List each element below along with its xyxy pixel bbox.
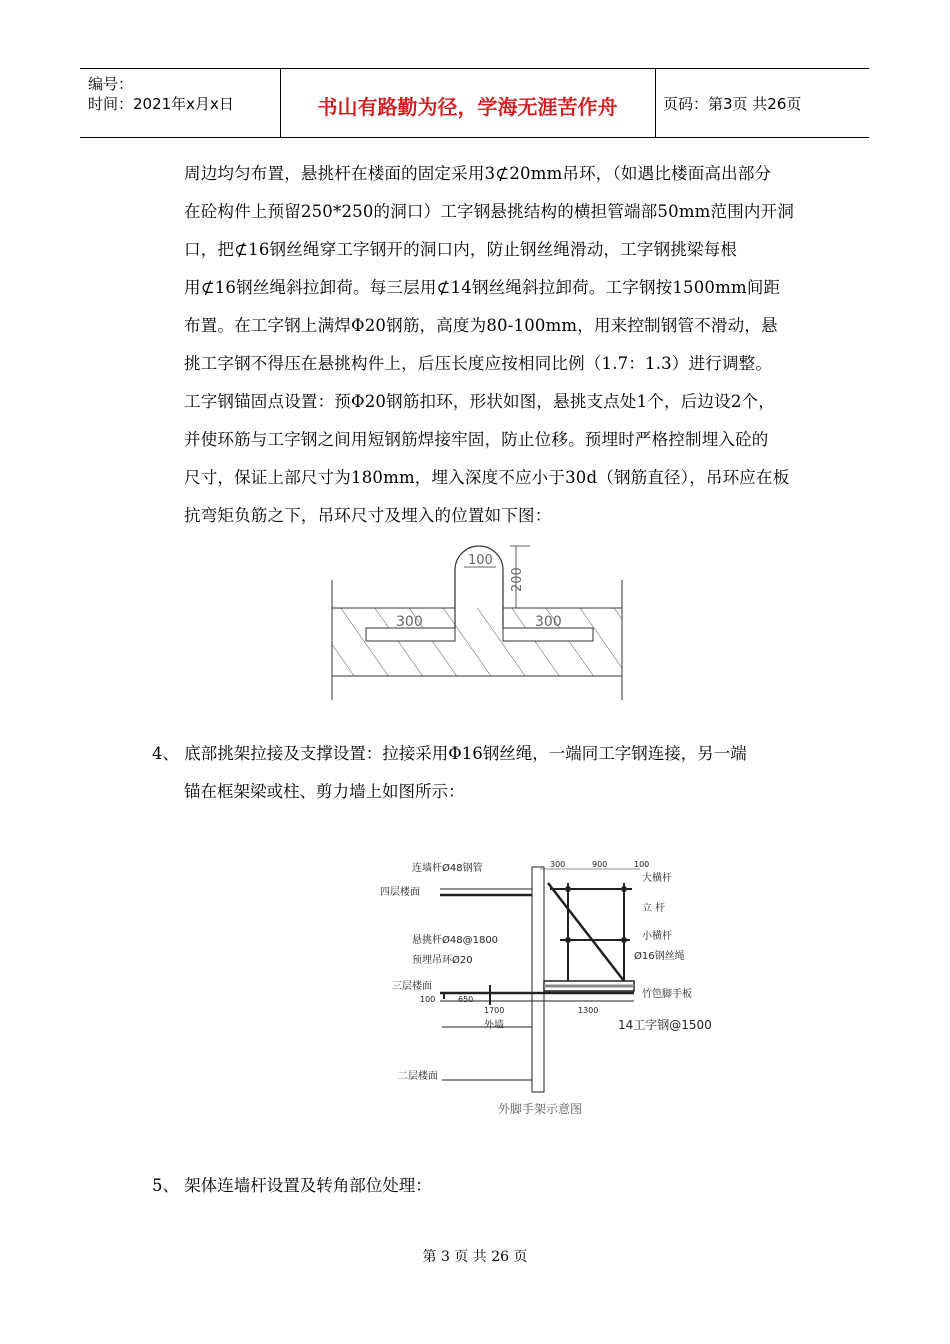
paragraph-line: 布置。在工字钢上满焊Φ20钢筋，高度为80-100mm，用来控制钢管不滑动，悬	[184, 316, 778, 335]
scaffold-diagram	[380, 855, 740, 1125]
dim-900: 900	[592, 860, 608, 869]
header-motto-cell	[280, 69, 656, 137]
dim-100: 100	[634, 860, 650, 869]
dim-300: 300	[550, 860, 566, 869]
dim-1700: 1700	[484, 1006, 505, 1015]
concrete-slab	[332, 608, 622, 676]
paragraph-line: 周边均匀布置，悬挑杆在楼面的固定采用3⊄20mm吊环，（如遇比楼面高出部分	[184, 164, 772, 183]
paragraph-line: 尺寸，保证上部尺寸为180mm，埋入深度不应小于30d（钢筋直径），吊环应在板	[184, 468, 790, 487]
label-second-floor: 二层楼面	[398, 1071, 438, 1082]
item-5: 5、 架体连墙杆设置及转角部位处理：	[152, 1176, 432, 1195]
dim-100b: 100	[420, 995, 436, 1004]
document-time-label: 时间：2021年x月x日	[88, 95, 234, 113]
label-fourth-floor: 四层楼面	[380, 887, 420, 898]
paragraph-line: 口，把⊄16钢丝绳穿工字钢开的洞口内，防止钢丝绳滑动，工字钢挑梁每根	[184, 240, 738, 259]
paragraph-line: 并使环筋与工字钢之间用短钢筋焊接牢固，防止位移。预埋时严格控制埋入砼的	[184, 430, 769, 449]
header-page-cell	[655, 69, 869, 137]
wire-rope	[548, 883, 624, 981]
label-bamboo-board: 竹笆脚手板	[642, 989, 692, 1000]
page-header	[80, 68, 869, 138]
dim-1300: 1300	[578, 1006, 599, 1015]
dim-650: 650	[458, 995, 474, 1004]
label-ledger: 大横杆	[642, 873, 672, 884]
document-number-label: 编号：	[88, 75, 134, 93]
item-4-line-1: 4、 底部挑架拉接及支撑设置：拉接采用Φ16钢丝绳，一端同工字钢连接，另一端	[152, 744, 747, 763]
label-exterior-wall: 外墙	[484, 1020, 504, 1031]
label-third-floor: 三层楼面	[392, 981, 432, 992]
label-connecting-rod: 连墙杆Ø48钢管	[412, 863, 483, 874]
paragraph-line: 抗弯矩负筋之下，吊环尺寸及埋入的位置如下图：	[184, 506, 552, 525]
dimension-200: 200	[510, 567, 525, 592]
label-embedded-ring: 预埋吊环Ø20	[412, 955, 473, 966]
exterior-wall	[532, 867, 544, 1092]
dimension-300-left: 300	[396, 614, 423, 630]
label-cantilever-rod: 悬挑杆Ø48@1800	[412, 935, 499, 946]
label-i-beam: 14工字钢@1500	[618, 1018, 712, 1032]
label-standard: 立 杆	[642, 903, 666, 914]
paragraph-line: 挑工字钢不得压在悬挑构件上，后压长度应按相同比例（1.7：1.3）进行调整。	[184, 354, 773, 373]
paragraph-line: 用⊄16钢丝绳斜拉卸荷。每三层用⊄14钢丝绳斜拉卸荷。工字钢按1500mm间距	[184, 278, 781, 297]
label-wire-rope: Ø16钢丝绳	[634, 951, 685, 962]
page-footer: 第 3 页 共 26 页	[422, 1249, 528, 1265]
paragraph-line: 工字钢锚固点设置：预Φ20钢筋扣环，形状如图，悬挑支点处1个，后边设2个，	[184, 392, 775, 411]
header-left-cell	[80, 69, 281, 137]
header-motto: 书山有路勤为径，学海无涯苦作舟	[317, 95, 618, 119]
lifting-ring-figure	[320, 530, 630, 700]
item-4-line-2: 锚在框架梁或柱、剪力墙上如图所示：	[184, 782, 465, 801]
header-page-info: 页码：第3页 共26页	[663, 95, 802, 113]
paragraph-line: 在砼构件上预留250*250的洞口）工字钢悬挑结构的横担管端部50mm范围内开洞	[184, 202, 795, 221]
dimension-100: 100	[468, 553, 493, 568]
label-transom: 小横杆	[642, 931, 672, 942]
dimension-300-right: 300	[535, 614, 562, 630]
scaffold-caption: 外脚手架示意图	[498, 1102, 583, 1116]
